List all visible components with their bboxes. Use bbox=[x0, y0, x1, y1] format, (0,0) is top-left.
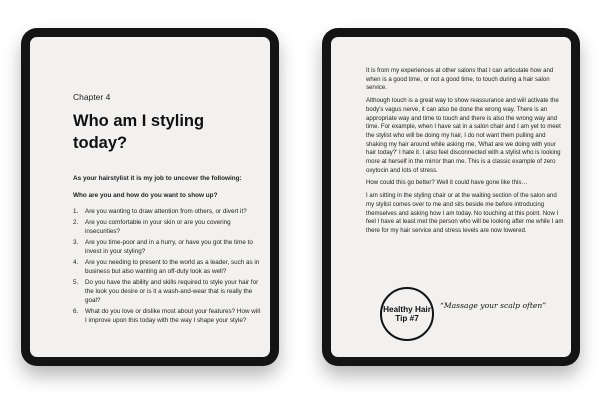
question-number: 1. bbox=[73, 208, 79, 215]
question-text: Are you time-poor and in a hurry, or have you got the time to invest in your styling? bbox=[85, 239, 253, 255]
question-item bbox=[73, 279, 261, 305]
body-paragraph: It is from my experiences at other salons that I can articulate how and when is a good time, or not a good time, to touch during a hair salon service. bbox=[366, 67, 554, 92]
question-text: What do you love or dislike most about your features? How will I improve upon this today with the way I shape your style? bbox=[85, 307, 260, 324]
question-number: 3. bbox=[73, 239, 79, 247]
question-item bbox=[73, 239, 261, 257]
right-page bbox=[331, 37, 571, 357]
tip-quote: “Massage your scalp often” bbox=[440, 301, 547, 310]
question-item bbox=[73, 259, 261, 277]
body-paragraph: I am sitting in the styling chair or at the waiting section of the salon and my stylist comes over to me and sits beside me before introducing themselves and asking how I am today. No touching at this point. Now I feel I have at least met the person who will be looking after me while I am there for my hair service and stress levels are now lowered. bbox=[366, 192, 564, 234]
left-page-content bbox=[73, 92, 261, 328]
right-page-content bbox=[366, 67, 566, 240]
question-text: Are you wanting to draw attention from others, or divert it? bbox=[85, 208, 247, 215]
left-tablet bbox=[21, 28, 279, 366]
question-text: Do you have the ability and skills required to style your hair for the look you desire or is it a wash-and-wear that is really the goal? bbox=[85, 279, 259, 304]
chapter-label: Chapter 4 bbox=[73, 92, 111, 102]
question-number: 4. bbox=[73, 259, 79, 267]
lead-line-2: Who are you and how do you want to show up? bbox=[73, 192, 218, 199]
question-number: 5. bbox=[73, 279, 79, 287]
question-number: 6. bbox=[73, 307, 79, 315]
left-page bbox=[30, 37, 270, 357]
body-paragraph: How could this go better? Well it could have gone like this… bbox=[366, 179, 528, 187]
question-item bbox=[73, 219, 261, 237]
tip-badge bbox=[380, 287, 434, 341]
lead-line-1: As your hairstylist it is my job to uncover the following: bbox=[73, 175, 242, 182]
body-paragraph: Although touch is a great way to show reassurance and will activate the body's vagus nerve, it can also be done the wrong way. There is an appropriate way and time to touch and there is also the wrong way and time. For example, when I have sat in a salon chair and I am yet to meet the stylist who will be doing my hair, I do not want them pulling and shaking my hair around while asking me, 'What are we doing with your hair today?' I hate it. I also feel disconnected with a stylist who is looking more at herself in the mirror than me. This is a classic example of zero oxytocin and lots of stress. bbox=[366, 97, 561, 174]
chapter-title: Who am I styling today? bbox=[73, 112, 205, 152]
question-item bbox=[73, 308, 261, 326]
question-number: 2. bbox=[73, 219, 79, 227]
question-item bbox=[73, 208, 261, 217]
question-text: Are you comfortable in your skin or are you covering insecurities? bbox=[85, 219, 231, 235]
right-tablet bbox=[322, 28, 580, 366]
tip-label: Healthy Hair Tip #7 bbox=[383, 304, 431, 323]
question-list bbox=[73, 208, 261, 326]
question-text: Are you needing to present to the world as a leader, such as in business but also wanting an off-duty look as well? bbox=[85, 259, 260, 275]
